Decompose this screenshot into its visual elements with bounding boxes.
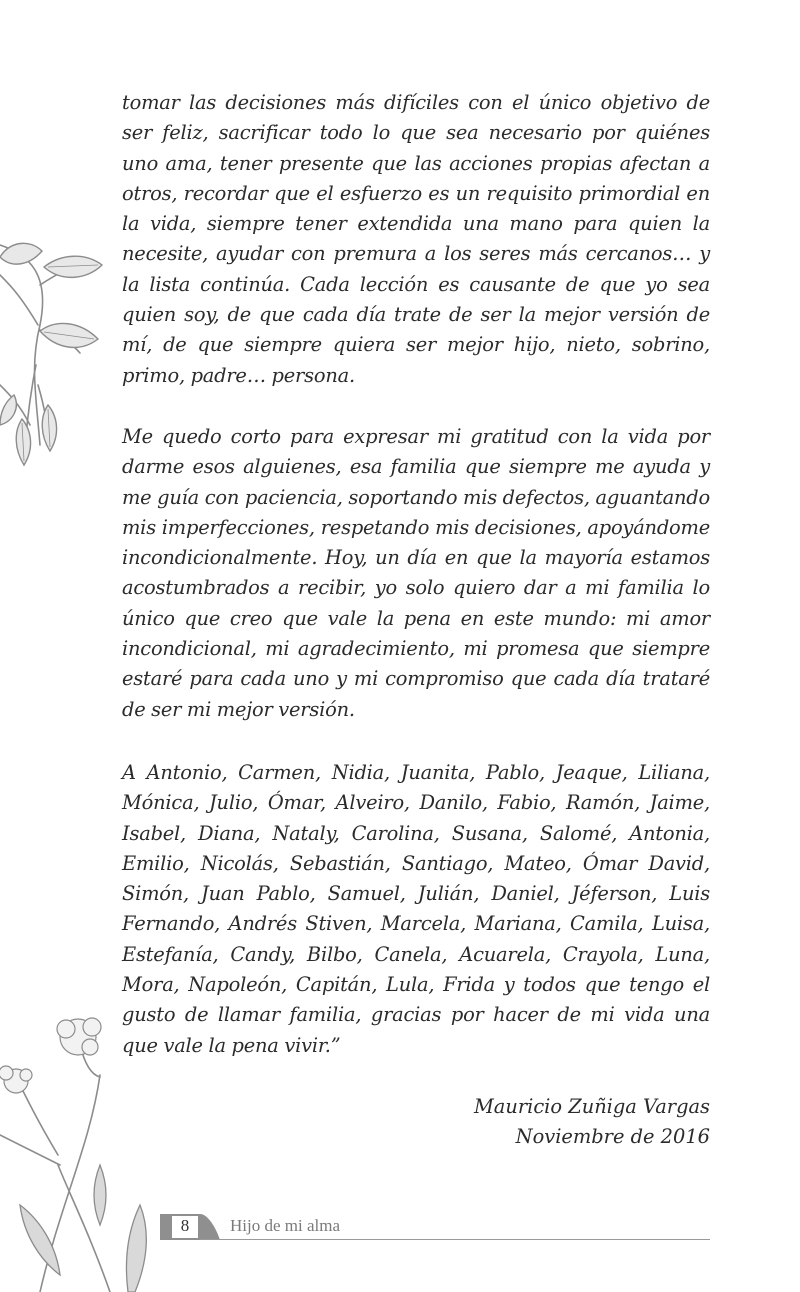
paragraph-1: tomar las decisiones más difíciles con el único objetivo de ser feliz, sacrificar todo lo que sea necesario por quiénes uno ama, tener presente que las acciones propias afectan a otros, recordar que el esfuerzo es un requisito primordial en la vida, siempre tener extendida una mano para quien la necesite, ayudar con premura a los seres más cercanos… y la lista continúa. Cada lección es causante de que yo sea quien soy, de que cada día trate de ser la mejor versión de mí, de que siempre quiera ser mejor hijo, nieto, sobrino, primo, padre… persona. — [122, 91, 710, 387]
leaf-branch-ornament — [0, 235, 120, 495]
signature-name: Mauricio Zuñiga Vargas — [473, 1095, 710, 1118]
running-title: Hijo de mi alma — [230, 1216, 341, 1235]
signature-block — [474, 1092, 710, 1153]
signature-date: Noviembre de 2016 — [515, 1125, 710, 1149]
paragraph-3: A Antonio, Carmen, Nidia, Juanita, Pablo, Jeaque, Liliana, Mónica, Julio, Ómar, Alveiro, Danilo, Fabio, Ramón, Jaime, Isabel, Diana, Nataly, Carolina, Susana, Salomé, Antonia, Emilio, Nicolás, Sebastián, Santiago, Mateo, Ómar David, Simón, Juan Pablo, Samuel, Julián, Daniel, Jéferson, Luis Fernando, Andrés Stiven, Marcela, Mariana, Camila, Luisa, Estefanía, Candy, Bilbo, Canela, Acuarela, Crayola, Luna, Mora, Napoleón, Capitán, Lula, Frida y todos que tengo el gusto de llamar familia, gracias por hacer de mi vida una que vale la pena vivir.” — [122, 761, 710, 1057]
footer-rule — [200, 1239, 710, 1240]
paragraph-2: Me quedo corto para expresar mi gratitud con la vida por darme esos alguienes, esa familia que siempre me ayuda y me guía con paciencia, soportando mis defectos, aguantando mis imperfecciones, respetando mis decisiones, apoyándome incondicionalmente. Hoy, un día en que la mayoría estamos acostumbrados a recibir, yo solo quiero dar a mi familia lo único que creo que vale la pena en este mundo: mi amor incondicional, mi agradecimiento, mi promesa que siempre estaré para cada uno y mi compromiso que cada día trataré de ser mi mejor versión. — [122, 425, 710, 721]
page-number: 8 — [180, 1216, 190, 1235]
